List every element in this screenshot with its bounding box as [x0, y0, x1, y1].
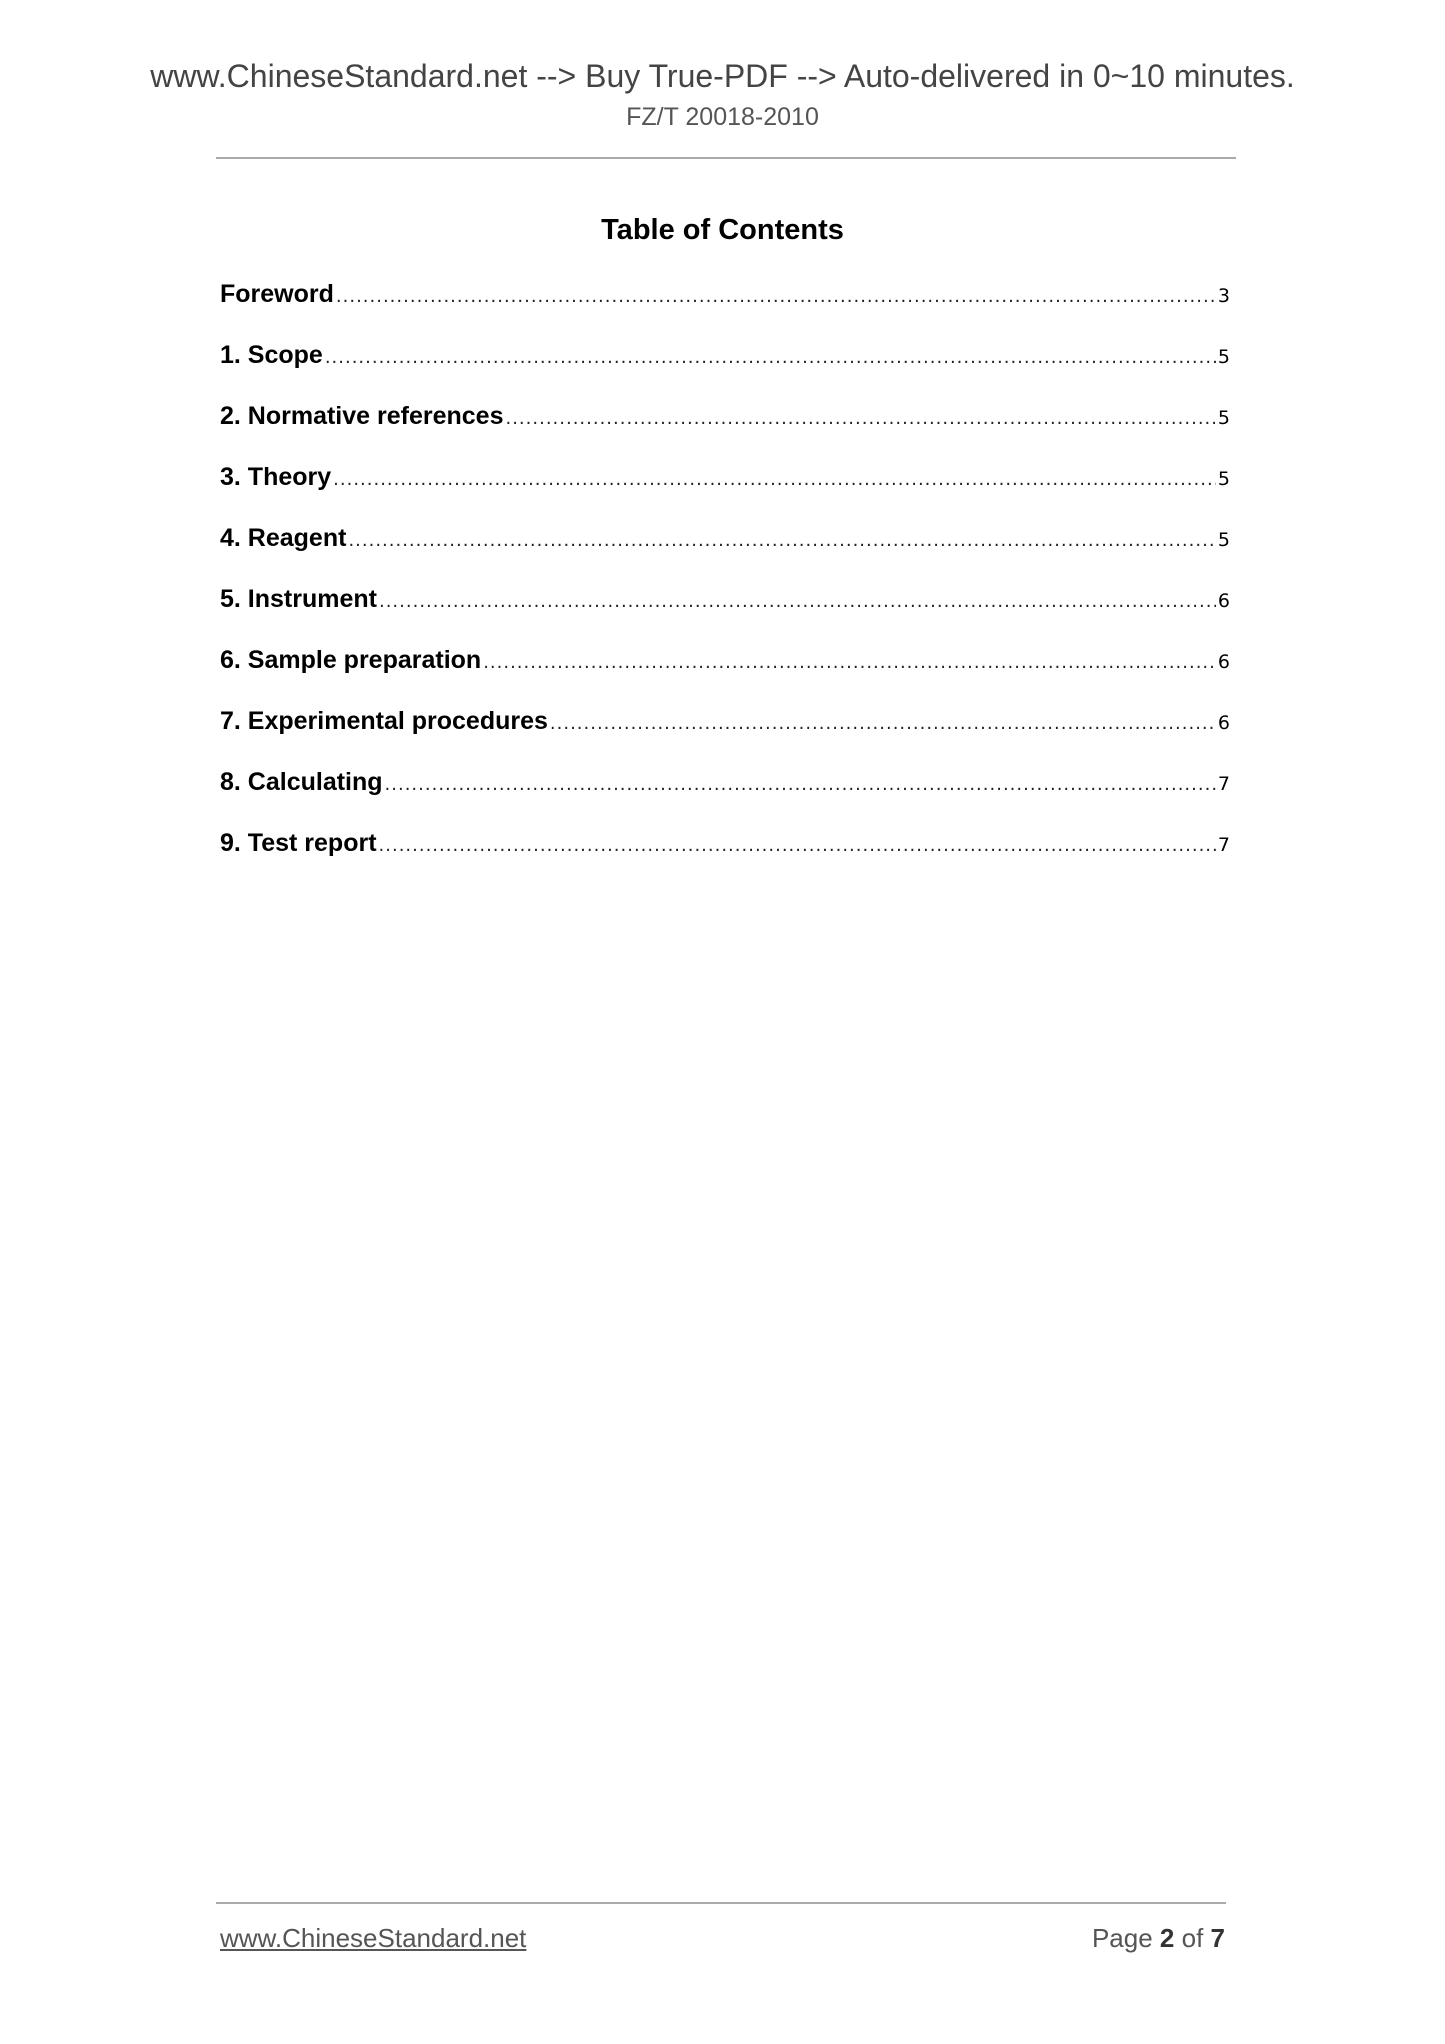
page-number	[1092, 1923, 1225, 1954]
header-divider	[216, 157, 1236, 159]
toc-entry-label: 7. Experimental procedures	[220, 707, 548, 735]
footer-website-link[interactable]: www.ChineseStandard.net	[220, 1923, 527, 1953]
document-code: FZ/T 20018-2010	[626, 103, 819, 131]
toc-entry-page: 5	[1217, 346, 1230, 368]
toc-entry-sample-preparation[interactable]	[220, 646, 1230, 707]
header-banner: www.ChineseStandard.net --> Buy True-PDF --> Auto-delivered in 0~10 minutes.	[150, 58, 1295, 94]
toc-leader-dots	[550, 713, 1216, 734]
toc-entry-scope[interactable]	[220, 341, 1230, 402]
toc-entry-theory[interactable]	[220, 463, 1230, 524]
toc-entry-page: 7	[1217, 773, 1230, 795]
toc-leader-dots	[385, 774, 1216, 795]
toc-entry-label: 8. Calculating	[220, 768, 383, 796]
toc-leader-dots	[325, 347, 1216, 368]
footer-divider	[216, 1902, 1226, 1904]
toc-entry-label: 6. Sample preparation	[220, 646, 482, 674]
toc-entry-calculating[interactable]	[220, 768, 1230, 829]
toc-title: Table of Contents	[601, 214, 844, 246]
toc-entry-page: 6	[1217, 651, 1230, 673]
page-of: of	[1181, 1923, 1204, 1953]
toc-entry-label: 1. Scope	[220, 341, 323, 369]
toc-entry-page: 6	[1217, 590, 1230, 612]
toc-entry-page: 7	[1217, 834, 1230, 856]
toc-entry-normative-references[interactable]	[220, 402, 1230, 463]
toc-leader-dots	[379, 591, 1216, 612]
toc-entry-instrument[interactable]	[220, 585, 1230, 646]
toc-entry-experimental-procedures[interactable]	[220, 707, 1230, 768]
page-current: 2	[1159, 1923, 1175, 1953]
toc-leader-dots	[505, 408, 1215, 429]
toc-leader-dots	[483, 652, 1216, 673]
toc-list	[220, 280, 1230, 890]
toc-entry-page: 5	[1217, 468, 1230, 490]
toc-leader-dots	[348, 530, 1215, 551]
toc-entry-page: 6	[1217, 712, 1230, 734]
toc-entry-label: 4. Reagent	[220, 524, 347, 552]
toc-entry-label: 9. Test report	[220, 829, 377, 857]
page-prefix: Page	[1091, 1923, 1153, 1953]
toc-entry-label: 5. Instrument	[220, 585, 377, 613]
toc-leader-dots	[336, 286, 1216, 307]
toc-entry-page: 5	[1217, 529, 1230, 551]
toc-leader-dots	[333, 469, 1216, 490]
page-total: 7	[1210, 1923, 1225, 1953]
toc-entry-label: 2. Normative references	[220, 402, 504, 430]
toc-entry-label: 3. Theory	[220, 463, 332, 491]
toc-entry-label: Foreword	[220, 280, 334, 308]
toc-entry-reagent[interactable]	[220, 524, 1230, 585]
toc-entry-page: 3	[1217, 285, 1230, 307]
toc-leader-dots	[379, 835, 1216, 856]
toc-entry-test-report[interactable]	[220, 829, 1230, 890]
toc-entry-foreword[interactable]	[220, 280, 1230, 341]
toc-entry-page: 5	[1217, 407, 1230, 429]
